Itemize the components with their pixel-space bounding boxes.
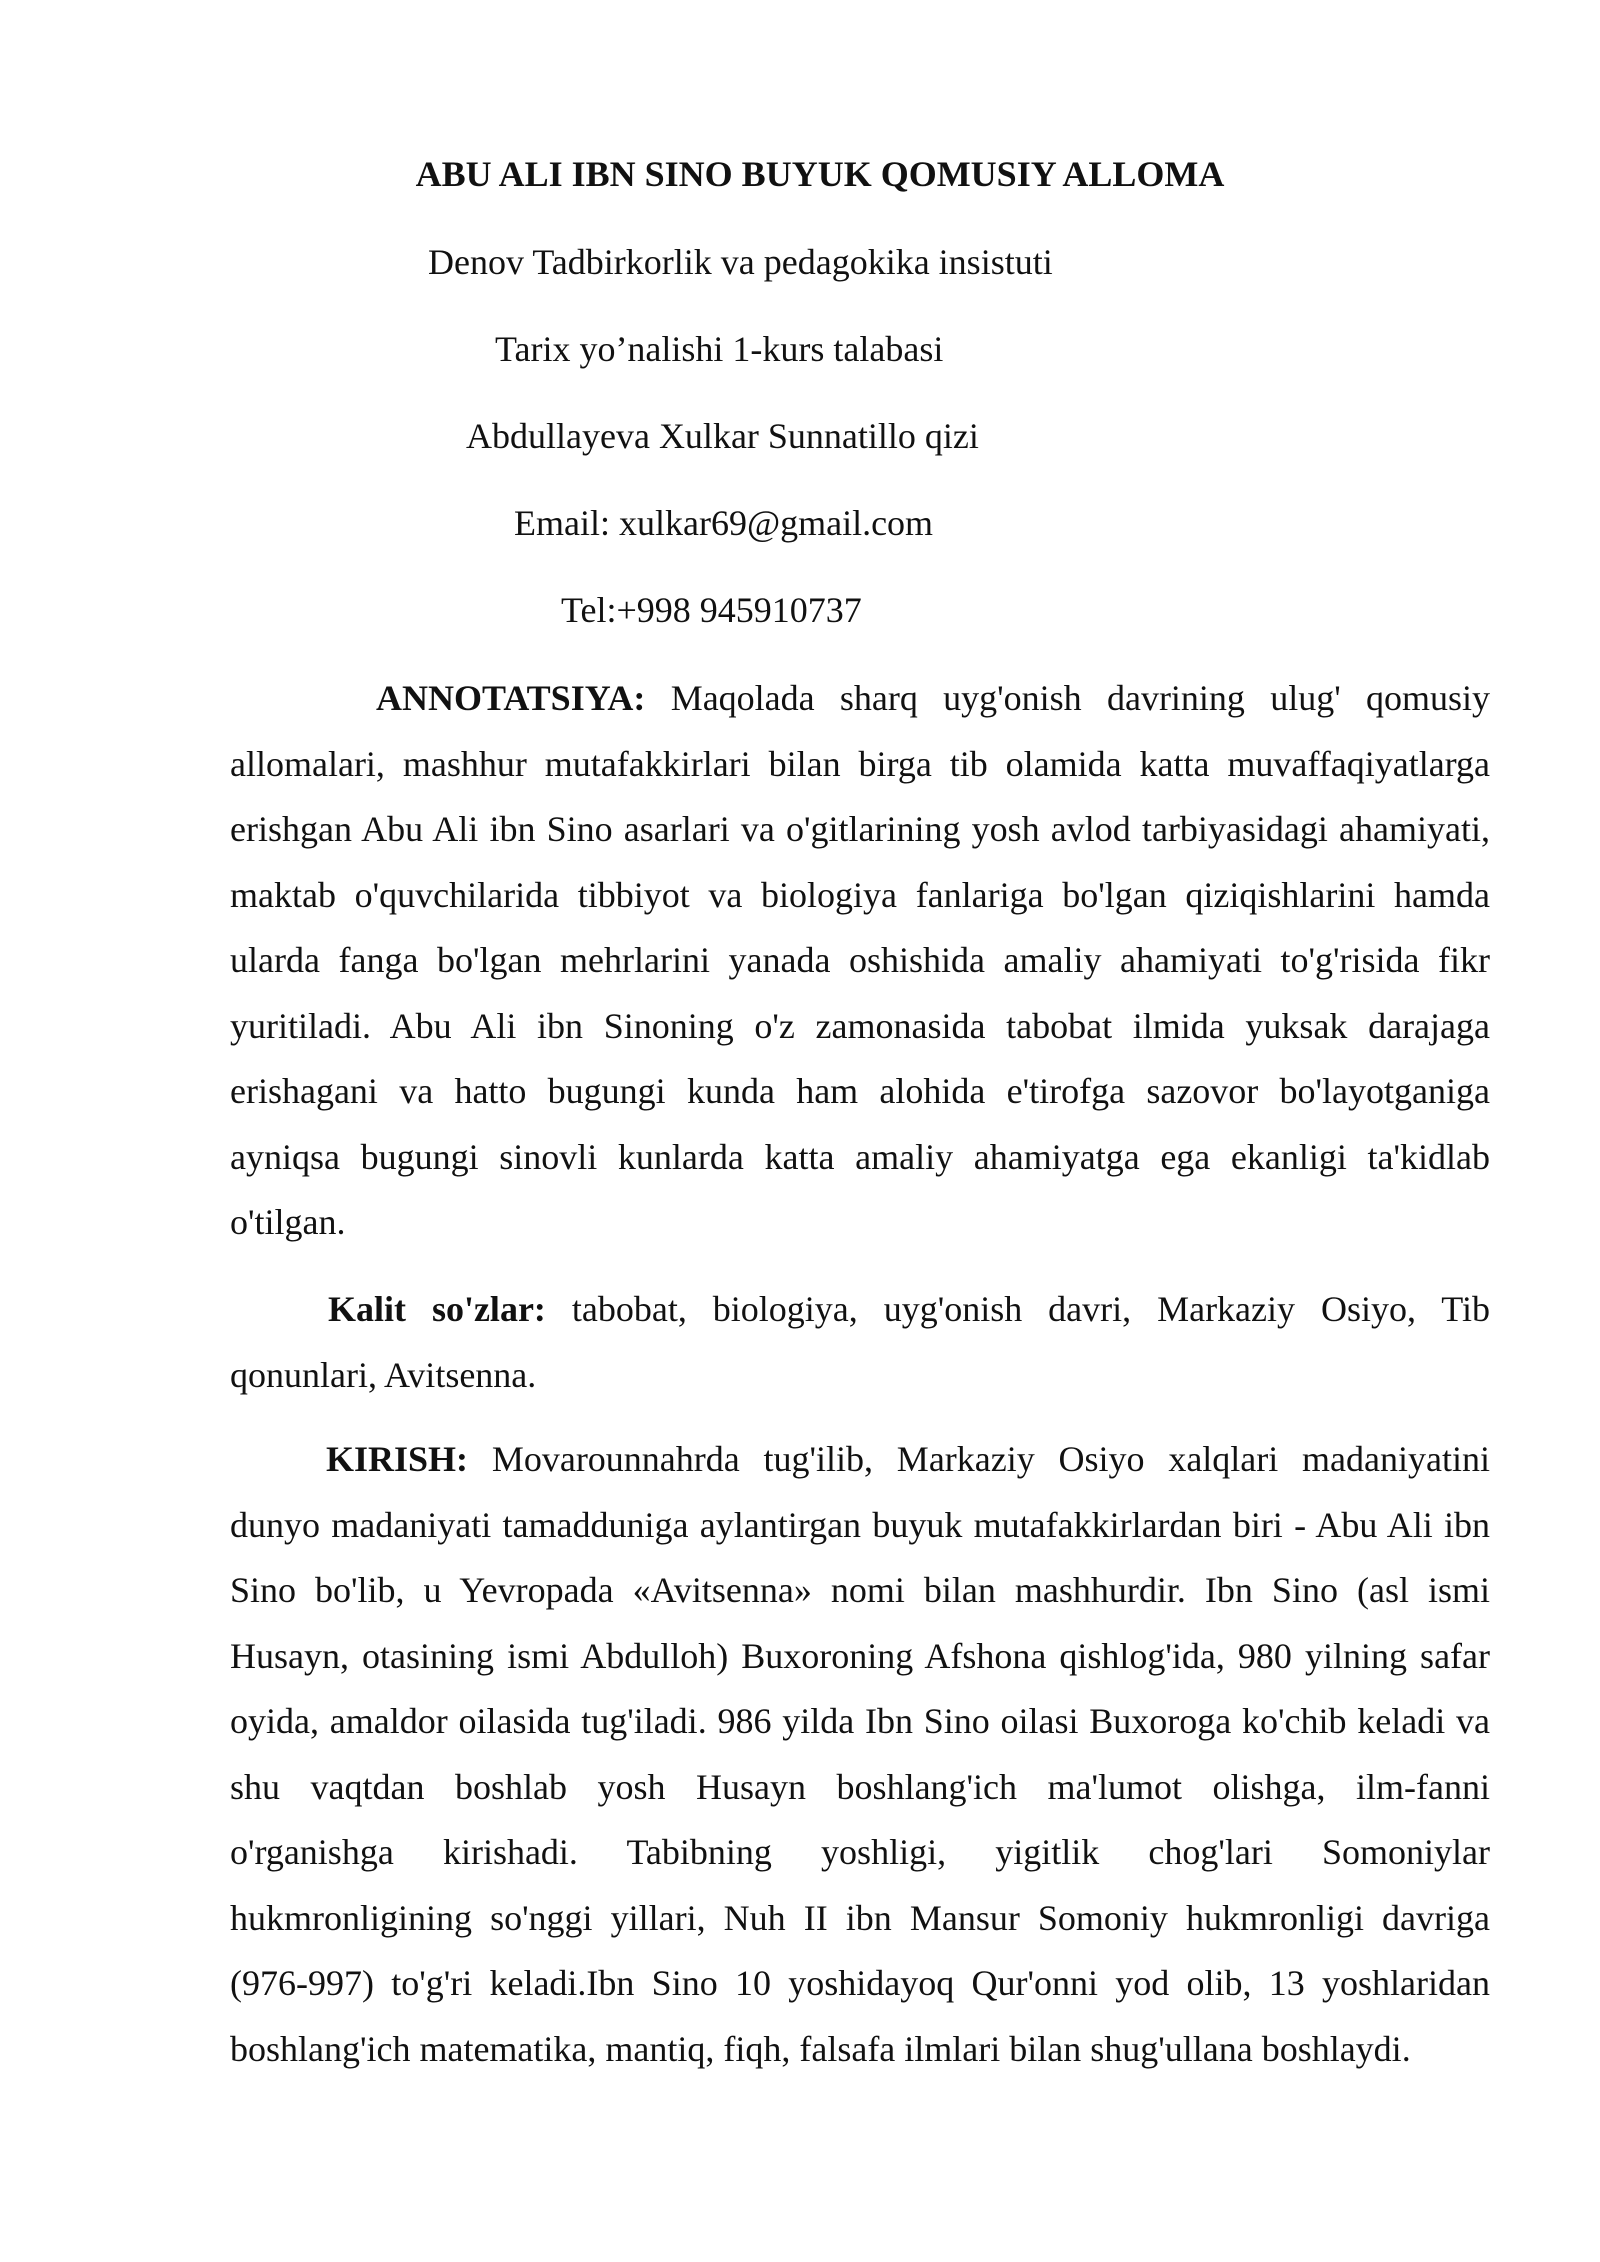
keywords-label: Kalit so'zlar: [328,1289,546,1329]
author-phone: Tel:+998 945910737 [561,590,862,630]
introduction-label: KIRISH: [326,1439,469,1479]
document-title: ABU ALI IBN SINO BUYUK QOMUSIY ALLOMA [415,154,1225,194]
keywords-paragraph [230,1277,1490,1408]
author-program: Tarix yo’nalishi 1-kurs talabasi [495,329,944,369]
author-email: Email: xulkar69@gmail.com [514,503,934,543]
introduction-paragraph [230,1427,1490,2082]
keywords-text: tabobat, biologiya, uyg'onish davri, Markaziy Osiyo, Tib qonunlari, Avitsenna. [230,1289,1490,1395]
author-name: Abdullayeva Xulkar Sunnatillo qizi [466,416,979,456]
introduction-text: Movarounnahrda tug'ilib, Markaziy Osiyo xalqlari madaniyatini dunyo madaniyati tamadduniga aylantirgan buyuk mutafakkirlardan biri - Abu Ali ibn Sino bo'lib, u Yevropada «Avitsenna» nomi bilan mashhurdir. Ibn Sino (asl ismi Husayn, otasining ismi Abdulloh) Buxoroning Afshona qishlog'ida, 980 yilning safar oyida, amaldor oilasida tug'iladi. 986 yilda Ibn Sino oilasi Buxoroga ko'chib keladi va shu vaqtdan boshlab yosh Husayn boshlang'ich ma'lumot olishga, ilm-fanni o'rganishga kirishadi. Tabibning yoshligi, yigitlik chog'lari Somoniylar hukmronligining so'nggi yillari, Nuh II ibn Mansur Somoniy hukmronligi davriga (976-997) to'g'ri keladi.Ibn Sino 10 yoshidayoq Qur'onni yod olib, 13 yoshlaridan boshlang'ich matematika, mantiq, fiqh, falsafa ilmlari bilan shug'ullana boshlaydi. [230,1439,1491,2069]
annotation-text: Maqolada sharq uyg'onish davrining ulug' qomusiy allomalari, mashhur mutafakkirlari bilan birga tib olamida katta muvaffaqiyatlarga erishgan Abu Ali ibn Sino asarlari va o'gitlarining yosh avlod tarbiyasidagi ahamiyati, maktab o'quvchilarida tibbiyot va biologiya fanlariga bo'lgan qiziqishlarini hamda ularda fanga bo'lgan mehrlarini yanada oshishida amaliy ahamiyati to'g'risida fikr yuritiladi. Abu Ali ibn Sinoning o'z zamonasida tabobat ilmida yuksak darajaga erishagani va hatto bugungi kunda ham alohida e'tirofga sazovor bo'layotganiga ayniqsa bugungi sinovli kunlarda katta amaliy ahamiyatga ega ekanligi ta'kidlab o'tilgan. [230,678,1491,1242]
author-institution: Denov Tadbirkorlik va pedagokika insistuti [428,242,1053,282]
annotation-paragraph [230,666,1490,1256]
annotation-label: ANNOTATSIYA: [376,678,646,718]
